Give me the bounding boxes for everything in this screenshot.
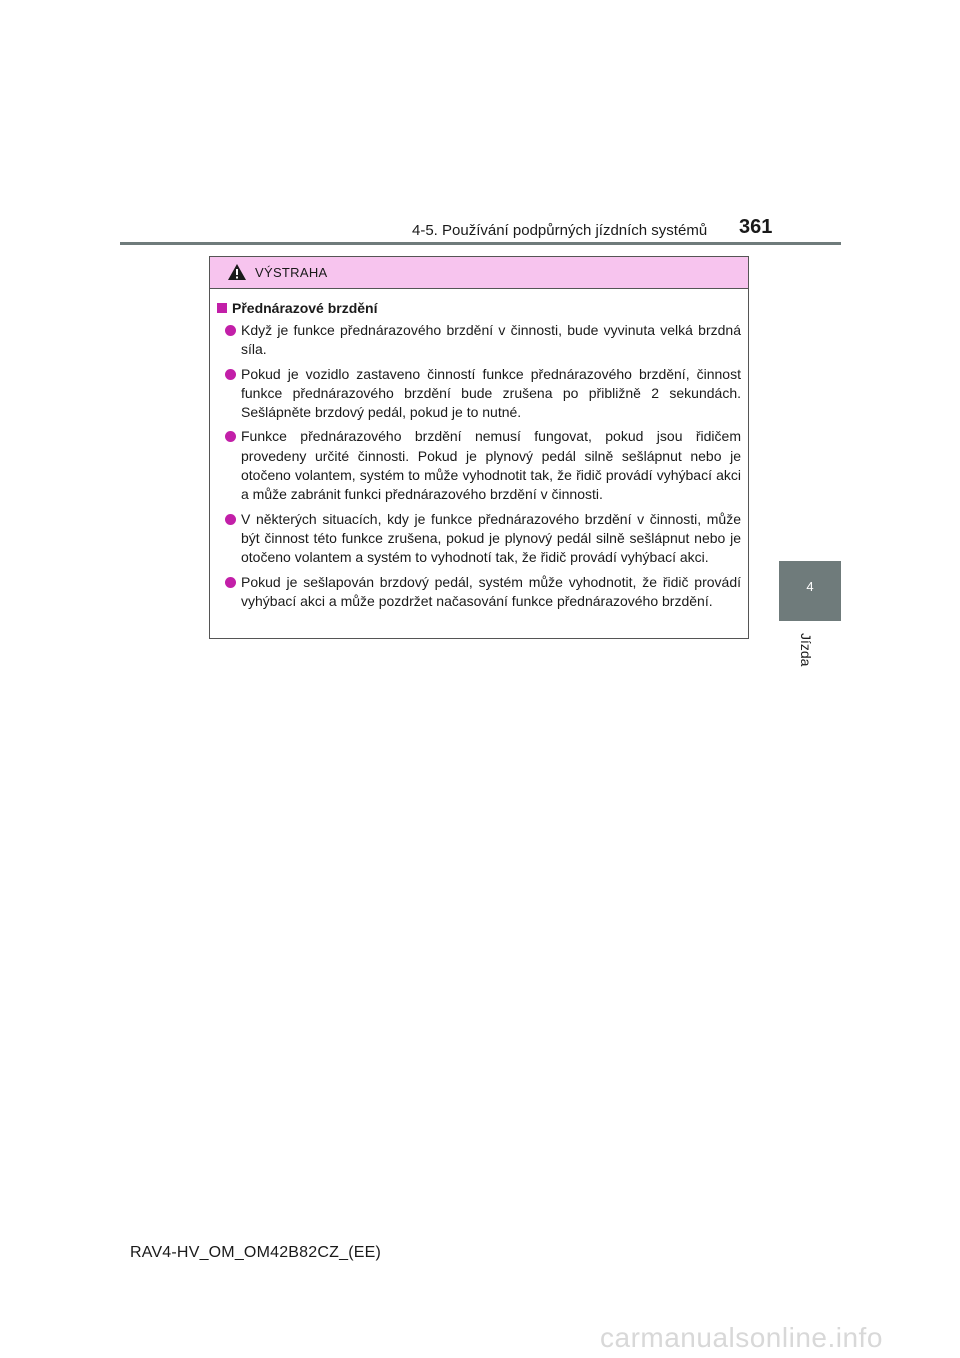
list-item-text: V některých situacích, kdy je funkce přednárazového brzdění v činnosti, může být činnost této funkce zrušena, pokud je plynový pedál silně sešlápnut nebo je otočeno volantem a systém to vyhodnotí tak, že řidič provádí vyhýbací akci.	[241, 510, 741, 566]
chapter-number: 4	[806, 579, 814, 594]
circle-bullet-icon	[225, 431, 236, 442]
warning-header	[210, 257, 748, 289]
list-item-text: Pokud je sešlapován brzdový pedál, systém může vyhodnotit, že řidič provádí vyhýbací akci a může pozdržet načasování funkce přednárazového brzdění.	[241, 573, 741, 609]
document-code: RAV4-HV_OM_OM42B82CZ_(EE)	[130, 1244, 381, 1261]
list-item-text: Když je funkce přednárazového brzdění v činnosti, bude vyvinuta velká brzdná síla.	[241, 322, 741, 358]
warning-body	[210, 289, 748, 611]
square-bullet-icon	[217, 303, 227, 313]
list-item	[217, 510, 741, 568]
page-header	[120, 0, 841, 247]
warning-subheading-text: Přednárazové brzdění	[232, 300, 378, 316]
page-number: 361	[739, 216, 773, 238]
warning-title: VÝSTRAHA	[255, 265, 328, 280]
list-item	[217, 321, 741, 360]
warning-box	[209, 256, 749, 639]
watermark: carmanualsonline.info	[600, 1322, 883, 1353]
list-item	[217, 573, 741, 612]
list-item-text: Pokud je vozidlo zastaveno činností funkce přednárazového brzdění, činnost funkce přednárazového brzdění bude zrušena po přibližně 2 sekundách. Sešlápněte brzdový pedál, pokud je to nutné.	[241, 365, 741, 421]
chapter-label	[792, 625, 826, 685]
circle-bullet-icon	[225, 514, 236, 525]
chapter-tab[interactable]	[779, 561, 841, 621]
chapter-label-text: Jízda	[798, 633, 814, 667]
circle-bullet-icon	[225, 577, 236, 588]
warning-triangle-icon	[227, 263, 247, 281]
circle-bullet-icon	[225, 325, 236, 336]
list-item	[217, 365, 741, 423]
warning-subheading	[217, 300, 741, 316]
section-title: 4-5. Používání podpůrných jízdních systémů	[412, 222, 708, 239]
list-item-text: Funkce přednárazového brzdění nemusí fungovat, pokud jsou řidičem provedeny určité činnosti. Pokud je plynový pedál silně sešlápnut nebo je otočeno volantem, systém to může vyhodnotit tak, že řidič provádí vyhýbací akci a může zabránit funkci přednárazového brzdění v činnosti.	[241, 428, 741, 503]
header-divider	[120, 242, 841, 245]
list-item	[217, 427, 741, 504]
circle-bullet-icon	[225, 369, 236, 380]
